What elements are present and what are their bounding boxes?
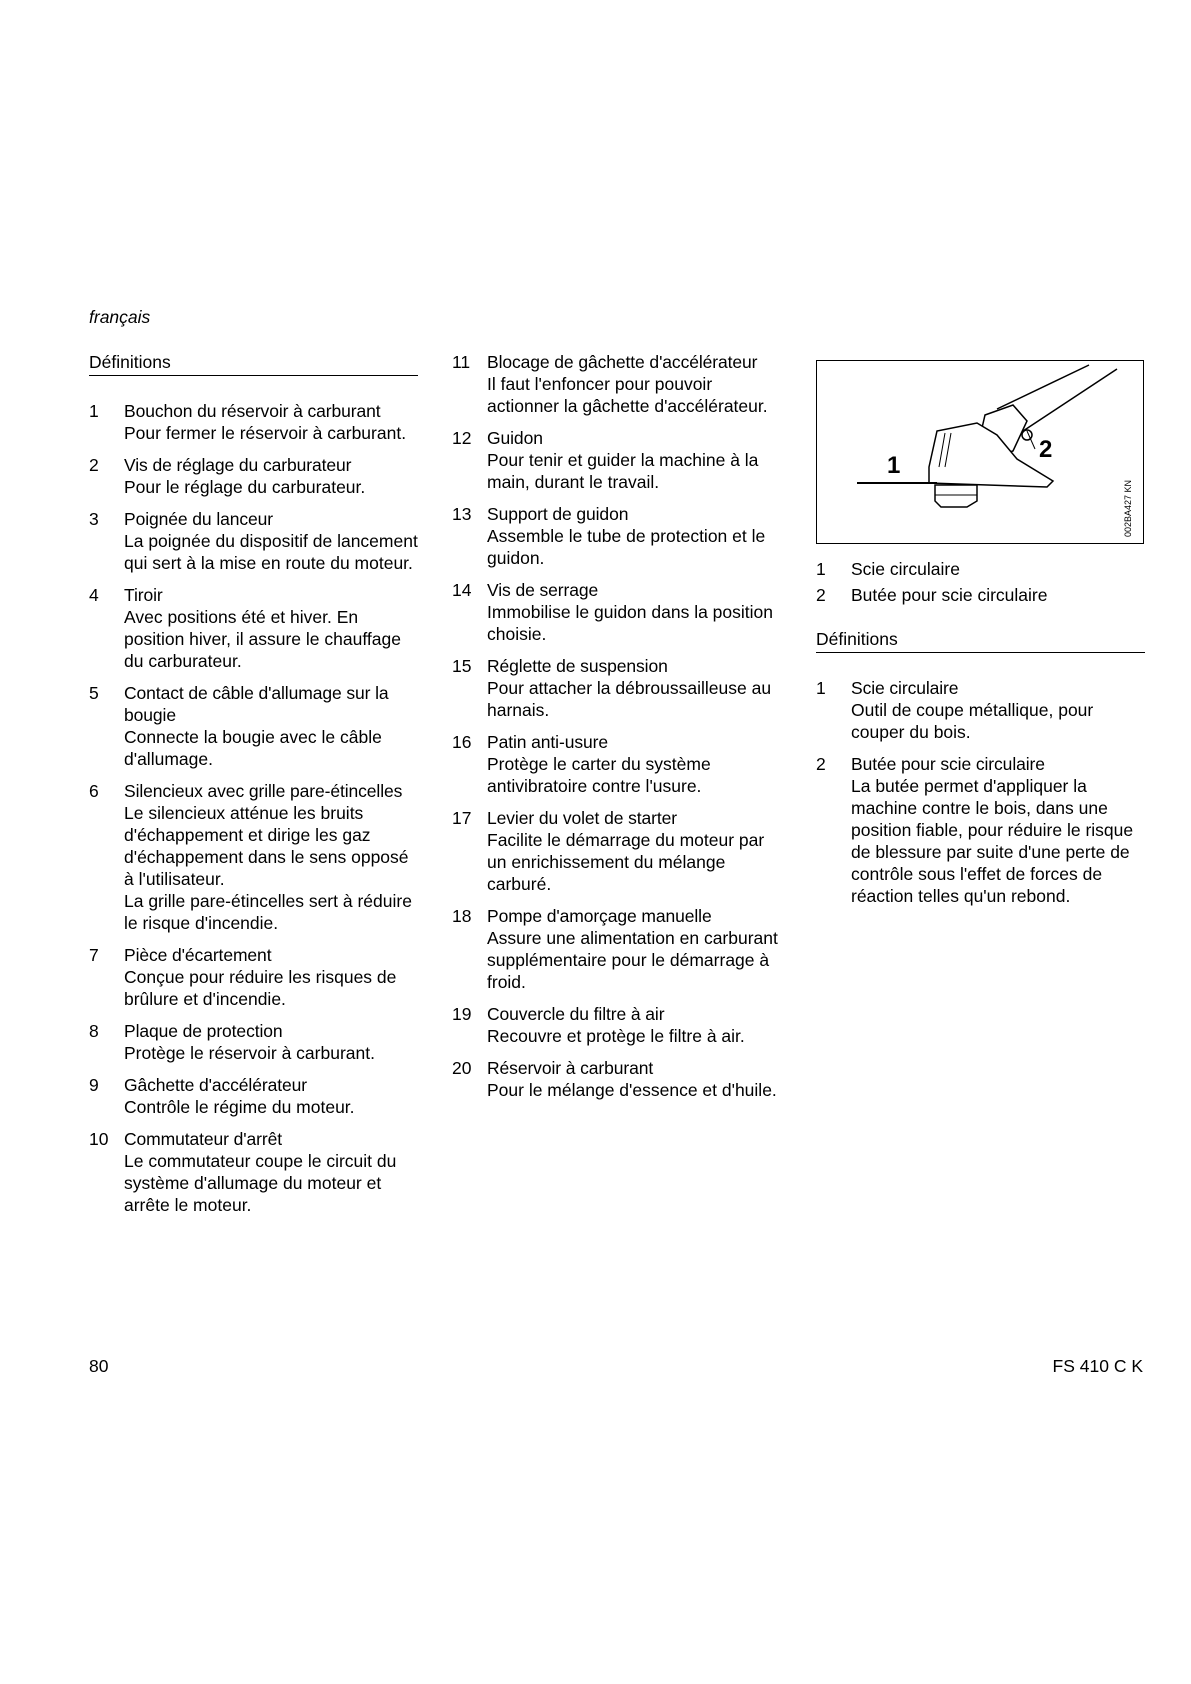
item-description: Facilite le démarrage du moteur par un enrichissement du mélange carburé. [487, 830, 765, 894]
caption-number: 2 [816, 585, 826, 605]
item-description: Outil de coupe métallique, pour couper du bois. [851, 700, 1094, 742]
item-description: Assemble le tube de protection et le guidon. [487, 526, 766, 568]
column-right [816, 360, 1145, 917]
section-heading: Définitions [816, 628, 1145, 653]
definition-item [452, 655, 782, 721]
item-number: 17 [452, 808, 472, 828]
definition-item [89, 682, 418, 770]
item-title: Support de guidon [487, 504, 629, 524]
item-body [487, 905, 782, 993]
figure-captions [816, 558, 1145, 606]
item-description: Le commutateur coupe le circuit du système d'allumage du moteur et arrête le moteur. [124, 1151, 397, 1215]
item-number: 10 [89, 1129, 109, 1149]
figure-code: 002BA427 KN [1123, 479, 1133, 537]
item-number: 7 [89, 945, 99, 965]
item-number: 16 [452, 732, 472, 752]
item-body [124, 508, 418, 574]
item-number: 19 [452, 1004, 472, 1024]
definition-item [452, 731, 782, 797]
item-number: 3 [89, 509, 99, 529]
item-title: Vis de réglage du carburateur [124, 455, 352, 475]
item-title: Levier du volet de starter [487, 808, 678, 828]
item-description: La butée permet d'appliquer la machine contre le bois, dans une position fiable, pour réduire le risque de blessure par suite d'une perte de contrôle sous l'effet de forces de réaction telles qu'un rebond. [851, 776, 1134, 906]
figure-label-1: 1 [887, 452, 901, 479]
item-description: Protège le réservoir à carburant. [124, 1043, 375, 1063]
item-body [124, 1074, 418, 1118]
item-body [124, 454, 418, 498]
item-title: Butée pour scie circulaire [851, 754, 1045, 774]
item-number: 2 [816, 754, 826, 774]
definition-item [452, 427, 782, 493]
definition-item [452, 1003, 782, 1047]
model-name: FS 410 C K [1052, 1356, 1143, 1376]
definition-item [816, 677, 1145, 743]
item-number: 15 [452, 656, 472, 676]
item-description: La poignée du dispositif de lancement qui sert à la mise en route du moteur. [124, 531, 418, 573]
item-description: Pour tenir et guider la machine à la main, durant le travail. [487, 450, 759, 492]
definition-item [452, 1057, 782, 1101]
item-body [124, 400, 418, 444]
item-body [487, 1003, 782, 1047]
item-title: Pompe d'amorçage manuelle [487, 906, 712, 926]
item-description: Immobilise le guidon dans la position choisie. [487, 602, 773, 644]
caption-item [816, 584, 1145, 606]
item-number: 13 [452, 504, 472, 524]
definition-item [89, 508, 418, 574]
item-title: Blocage de gâchette d'accélérateur [487, 352, 758, 372]
item-description: Protège le carter du système antivibratoire contre l'usure. [487, 754, 711, 796]
item-number: 12 [452, 428, 472, 448]
item-description: Pour le mélange d'essence et d'huile. [487, 1080, 777, 1100]
item-number: 4 [89, 585, 99, 605]
item-title: Réservoir à carburant [487, 1058, 654, 1078]
item-number: 5 [89, 683, 99, 703]
item-number: 20 [452, 1058, 472, 1078]
item-body [487, 807, 782, 895]
item-description: Pour fermer le réservoir à carburant. [124, 423, 407, 443]
item-title: Couvercle du filtre à air [487, 1004, 665, 1024]
caption-text: Scie circulaire [851, 559, 960, 579]
figure-label-2: 2 [1039, 436, 1053, 463]
item-body [487, 503, 782, 569]
item-title: Tiroir [124, 585, 163, 605]
definition-item [452, 579, 782, 645]
item-description: Il faut l'enfoncer pour pouvoir actionner la gâchette d'accélérateur. [487, 374, 768, 416]
item-body [487, 579, 782, 645]
caption-number: 1 [816, 559, 826, 579]
definition-item [89, 454, 418, 498]
item-title: Bouchon du réservoir à carburant [124, 401, 381, 421]
item-title: Scie circulaire [851, 678, 959, 698]
item-body [487, 427, 782, 493]
item-number: 1 [816, 678, 826, 698]
item-number: 14 [452, 580, 472, 600]
definition-item [89, 584, 418, 672]
item-body [124, 584, 418, 672]
item-body [124, 780, 418, 934]
page-number: 80 [89, 1356, 109, 1376]
item-body [851, 753, 1145, 907]
caption-text: Butée pour scie circulaire [851, 585, 1048, 605]
column-middle [452, 351, 782, 1111]
definition-item [89, 1128, 418, 1216]
item-description: Recouvre et protège le filtre à air. [487, 1026, 745, 1046]
saw-blade-illustration [816, 360, 1144, 544]
item-body [851, 677, 1145, 743]
item-number: 11 [452, 352, 471, 372]
definition-item [816, 753, 1145, 907]
item-number: 8 [89, 1021, 99, 1041]
item-body [124, 1128, 418, 1216]
definition-item [89, 1074, 418, 1118]
section-heading: Définitions [89, 351, 418, 376]
item-description: Le silencieux atténue les bruits d'échappement et dirige les gaz d'échappement dans le sens opposé à l'utilisateur. La grille pare-étincelles sert à réduire le risque d'incendie. [124, 803, 412, 933]
trimmer-head-drawing [817, 361, 1143, 543]
item-description: Conçue pour réduire les risques de brûlure et d'incendie. [124, 967, 397, 1009]
item-title: Gâchette d'accélérateur [124, 1075, 307, 1095]
definition-item [452, 351, 782, 417]
item-body [487, 1057, 782, 1101]
item-title: Guidon [487, 428, 543, 448]
item-title: Silencieux avec grille pare-étincelles [124, 781, 403, 801]
definition-item [89, 400, 418, 444]
item-description: Assure une alimentation en carburant supplémentaire pour le démarrage à froid. [487, 928, 778, 992]
definition-item [89, 780, 418, 934]
item-body [487, 351, 782, 417]
item-body [124, 944, 418, 1010]
item-body [487, 731, 782, 797]
definition-item [89, 944, 418, 1010]
column-left [89, 351, 418, 1226]
item-title: Patin anti-usure [487, 732, 608, 752]
item-description: Pour le réglage du carburateur. [124, 477, 366, 497]
definitions-list [89, 400, 418, 1216]
item-number: 9 [89, 1075, 99, 1095]
definition-item [452, 807, 782, 895]
caption-item [816, 558, 1145, 580]
item-title: Plaque de protection [124, 1021, 283, 1041]
item-body [487, 655, 782, 721]
language-label: français [89, 307, 151, 327]
item-title: Pièce d'écartement [124, 945, 272, 965]
item-title: Poignée du lanceur [124, 509, 274, 529]
item-title: Vis de serrage [487, 580, 599, 600]
item-number: 6 [89, 781, 99, 801]
item-description: Pour attacher la débroussailleuse au harnais. [487, 678, 772, 720]
definition-item [452, 503, 782, 569]
item-body [124, 1020, 418, 1064]
item-title: Commutateur d'arrêt [124, 1129, 283, 1149]
item-number: 2 [89, 455, 99, 475]
definition-item [452, 905, 782, 993]
item-description: Avec positions été et hiver. En position hiver, il assure le chauffage du carburateur. [124, 607, 401, 671]
item-number: 18 [452, 906, 472, 926]
definitions-list [816, 677, 1145, 907]
item-title: Contact de câble d'allumage sur la bougie [124, 683, 389, 725]
item-description: Contrôle le régime du moteur. [124, 1097, 355, 1117]
item-description: Connecte la bougie avec le câble d'allumage. [124, 727, 382, 769]
definition-item [89, 1020, 418, 1064]
item-body [124, 682, 418, 770]
item-number: 1 [89, 401, 99, 421]
definitions-list [452, 351, 782, 1101]
item-title: Réglette de suspension [487, 656, 668, 676]
